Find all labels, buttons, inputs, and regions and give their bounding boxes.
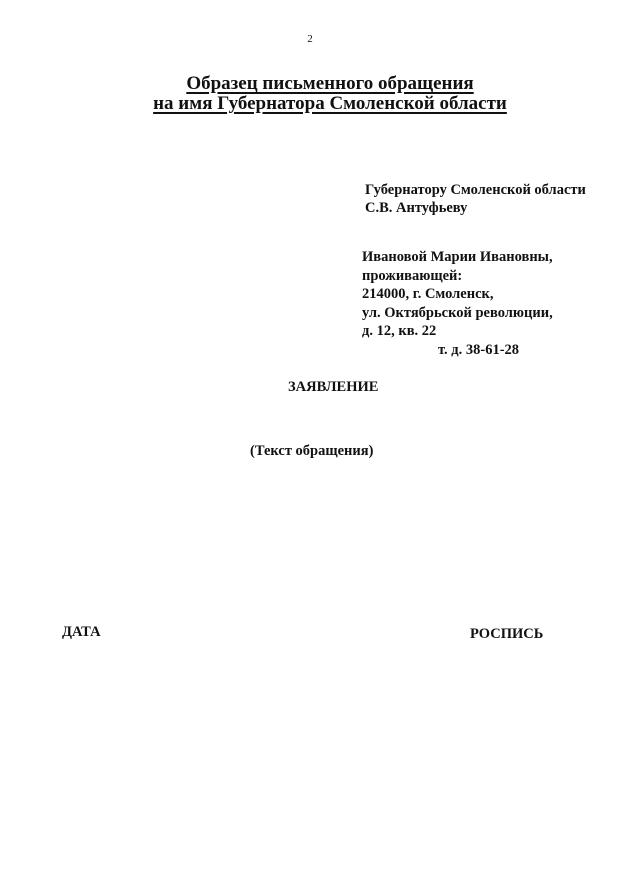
sender-address-line-2: ул. Октябрьской революции, — [362, 304, 553, 321]
title-line-2: на имя Губернатора Смоленской области — [153, 93, 507, 114]
sender-residing: проживающей: — [362, 267, 463, 284]
addressee-block — [365, 181, 586, 217]
sender-address-line-3: д. 12, кв. 22 — [362, 323, 437, 339]
page-number: 2 — [307, 33, 313, 45]
document-title — [0, 74, 620, 114]
addressee-line-2: С.В. Антуфьеву — [365, 200, 468, 216]
sender-name: Ивановой Марии Ивановны, — [362, 249, 553, 265]
document-type-heading: ЗАЯВЛЕНИЕ — [288, 379, 379, 395]
sender-address-line-1: 214000, г. Смоленск, — [362, 286, 494, 302]
sender-phone: т. д. 38-61-28 — [438, 341, 520, 358]
addressee-line-1: Губернатору Смоленской области — [365, 182, 586, 198]
signature-label: РОСПИСЬ — [470, 626, 544, 642]
sender-block — [362, 248, 553, 359]
body-text-placeholder: (Текст обращения) — [250, 443, 374, 459]
title-line-1: Образец письменного обращения — [186, 73, 474, 94]
date-label: ДАТА — [62, 624, 101, 640]
